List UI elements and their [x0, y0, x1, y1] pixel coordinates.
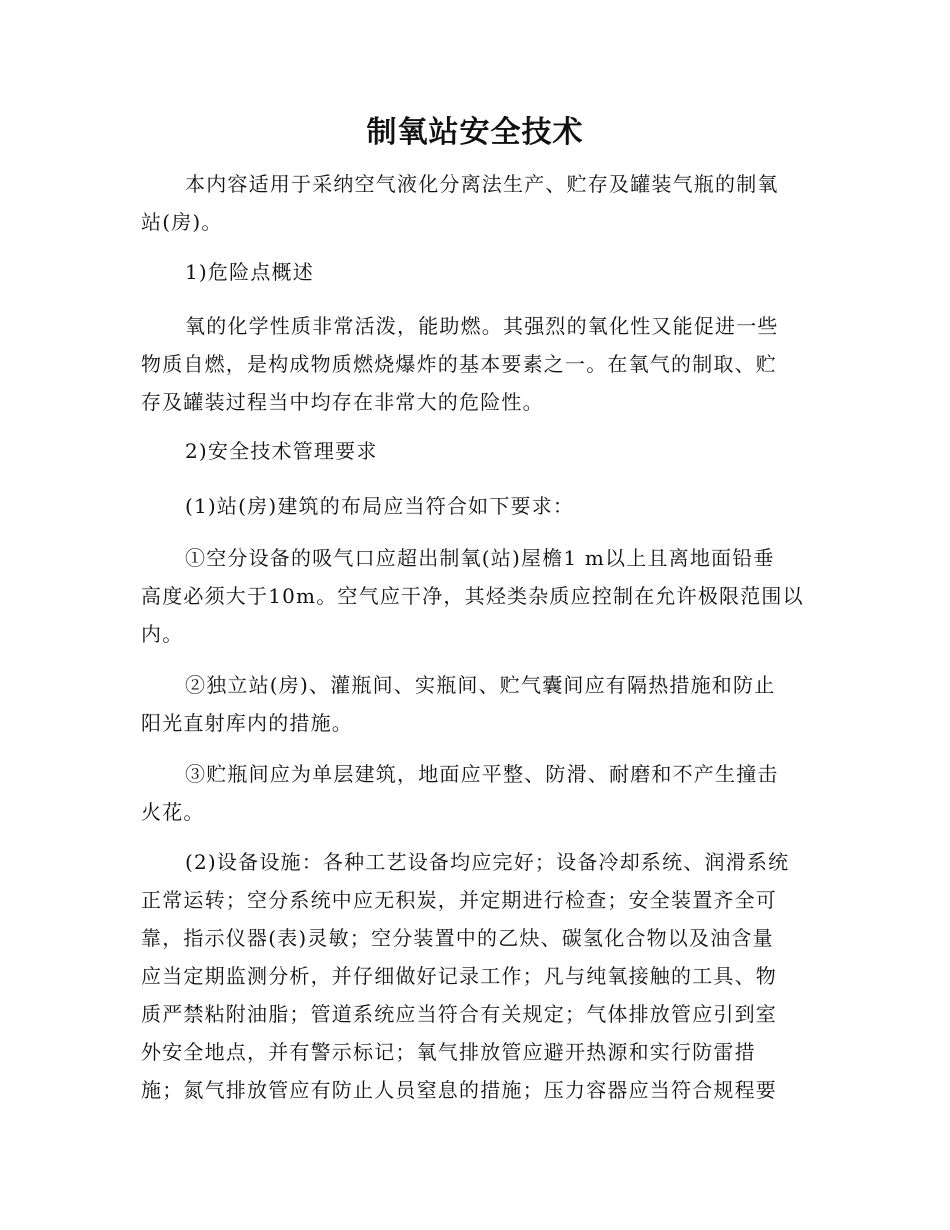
section-heading-hazards — [141, 253, 813, 291]
paragraph-scope — [141, 165, 813, 241]
text-line: 物质自燃，是构成物质燃烧爆炸的基本要素之一。在氧气的制取、贮 — [141, 352, 777, 376]
paragraph-layout-requirements — [141, 487, 813, 525]
text-line: (1)站(房)建筑的布局应当符合如下要求： — [185, 494, 575, 518]
text-line: 氧的化学性质非常活泼，能助燃。其强烈的氧化性又能促进一些 — [185, 314, 779, 338]
text-line: 正常运转；空分系统中应无积炭，并定期进行检查；安全装置齐全可 — [141, 888, 777, 912]
text-line: ②独立站(房)、灌瓶间、实瓶间、贮气囊间应有隔热措施和防止 — [185, 673, 776, 697]
text-line: ③贮瓶间应为单层建筑，地面应平整、防滑、耐磨和不产生撞击 — [185, 762, 779, 786]
paragraph-equipment — [141, 843, 813, 1109]
paragraph-item-3 — [141, 755, 813, 831]
text-line: (2)设备设施：各种工艺设备均应完好；设备冷却系统、润滑系统 — [185, 850, 790, 874]
text-line: 靠，指示仪器(表)灵敏；空分装置中的乙炔、碳氢化合物以及油含量 — [141, 926, 774, 950]
paragraph-hazards — [141, 307, 813, 421]
text-line: 本内容适用于采纳空气液化分离法生产、贮存及罐装气瓶的制氧 — [185, 172, 779, 196]
document-title: 制氧站安全技术 — [366, 115, 584, 150]
text-line: 外安全地点，并有警示标记；氧气排放管应避开热源和实行防雷措 — [141, 1040, 756, 1064]
text-line: 质严禁粘附油脂；管道系统应当符合有关规定；气体排放管应引到室 — [141, 1002, 777, 1026]
text-line: 火花。 — [141, 800, 205, 824]
text-line: 应当定期监测分析，并仔细做好记录工作；凡与纯氧接触的工具、物 — [141, 964, 777, 988]
text-line: 2)安全技术管理要求 — [185, 439, 378, 463]
paragraph-item-1 — [141, 539, 813, 653]
text-line: 存及罐装过程当中均存在非常大的危险性。 — [141, 390, 544, 414]
text-line: 站(房)。 — [141, 210, 223, 234]
section-heading-requirements — [141, 432, 813, 470]
paragraph-item-2 — [141, 666, 813, 742]
text-line: ①空分设备的吸气口应超出制氧(站)屋檐1 m以上且离地面铅垂 — [185, 546, 775, 570]
text-line: 高度必须大于10m。空气应干净，其烃类杂质应控制在允许极限范围以 — [141, 584, 804, 608]
text-line: 1)危险点概述 — [185, 260, 314, 284]
text-line: 施；氮气排放管应有防止人员窒息的措施；压力容器应当符合规程要 — [141, 1078, 777, 1102]
text-line: 内。 — [141, 622, 184, 646]
text-line: 阳光直射库内的措施。 — [141, 711, 353, 735]
